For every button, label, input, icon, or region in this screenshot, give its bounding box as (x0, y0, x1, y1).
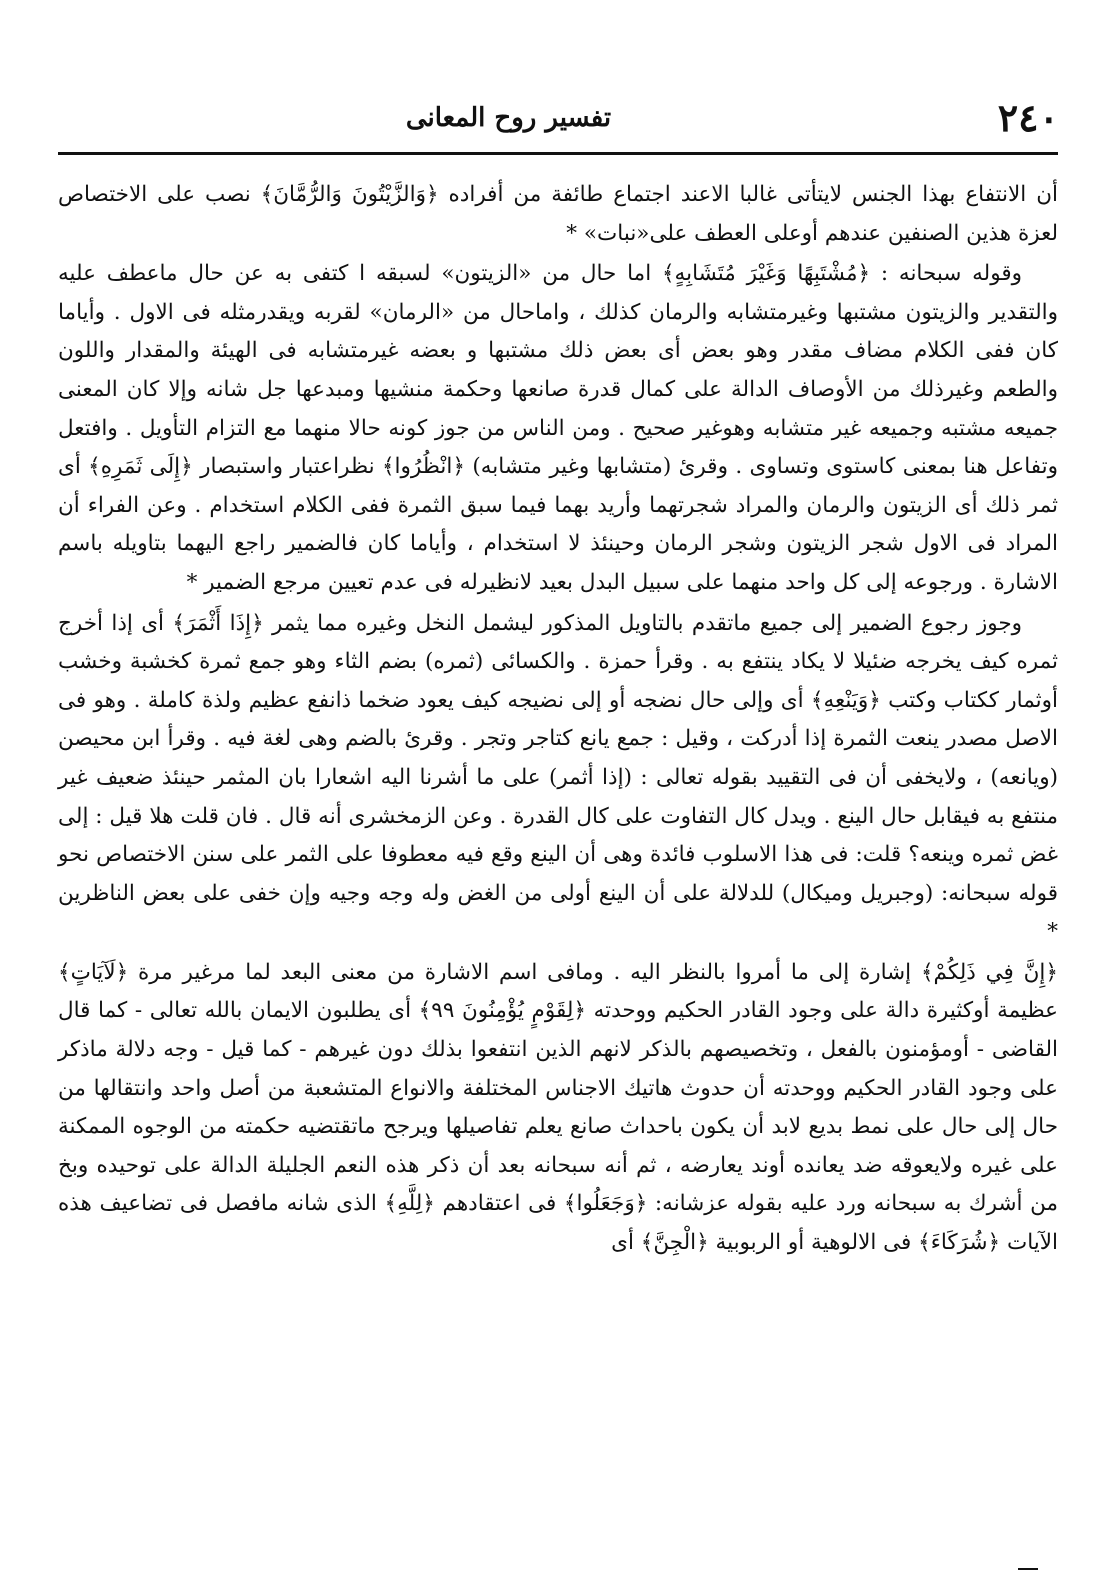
paragraph-4: ﴿إِنَّ فِي ذَلِكُمْ﴾ إشارة إلى ما أمروا بالنظر اليه . ومافى اسم الاشارة من معنى البعد لما مرغير مرة ﴿لَآيَاتٍ﴾ عظيمة أوكثيرة دالة على وجود القادر الحكيم ووحدته ﴿لِقَوْمٍ يُؤْمِنُونَ ٩٩﴾ أى يطلبون الايمان بالله تعالى - كما قال القاضى - أومؤمنون بالفعل ، وتخصيصهم بالذكر لانهم الذين انتفعوا بذلك دون غيرهم - كما قيل - وجه دلالة ماذكر على وجود القادر الحكيم ووحدته أن حدوث هاتيك الاجناس المختلفة والانواع المتشعبة من أصل واحد وانتقالها من حال إلى حال على نمط بديع لابد أن يكون باحداث صانع يعلم تفاصيلها ويرجح ماتقتضيه حكمته من الوجوه الممكنة على غيره ولايعوقه ضد يعانده أوند يعارضه ، ثم أنه سبحانه بعد أن ذكر هذه النعم الجليلة الدالة على توحيده وبخ من أشرك به سبحانه ورد عليه بقوله عزشانه: ﴿وَجَعَلُوا﴾ فى اعتقادهم ﴿لِلَّهِ﴾ الذى شانه مافصل فى تضاعيف هذه الآيات ﴿شُرَكَاءَ﴾ فى الالوهية أو الربوبية ﴿الْجِنَّ﴾ أى (58, 959, 1058, 1256)
page-end-mark (1018, 1568, 1038, 1570)
paragraph-2: وقوله سبحانه : ﴿مُشْتَبِهًا وَغَيْرَ مُتَشَابِهٍ﴾ اما حال من «الزيتون» لسبقه ا كتفى به عن حال ماعطف عليه والتقدير والزيتون مشتبها وغيرمتشابه والرمان كذلك ، واماحال من «الرمان» لقربه ويقدرمثله فى الاول . وأياما كان ففى الكلام مضاف مقدر وهو بعض أى بعض ذلك مشتبها و بعضه غيرمتشابه فى الهيئة والمقدار واللون والطعم وغيرذلك من الأوصاف الدالة على كمال قدرة صانعها وحكمة منشيها ومبدعها جل شانه وإلا كان المعنى جميعه مشتبه وجميعه غير متشابه وهوغير صحيح . ومن الناس من جوز كونه حالا منهما مع التزام التأويل . وافتعل وتفاعل هنا بمعنى كاستوى وتساوى . وقرئ (متشابها وغير متشابه) ﴿انْظُرُوا﴾ نظراعتبار واستبصار ﴿إِلَى ثَمَرِهِ﴾ أى ثمر ذلك أى الزيتون والرمان والمراد شجرتهما وأريد بهما فيما سبق الثمرة ففى الكلام استخدام . وعن الفراء أن المراد فى الاول شجر الزيتون وشجر الرمان وحينئذ لا استخدام ، وأياما كان فالضمير راجع اليهما بتاويله باسم الاشارة . ورجوعه إلى كل واحد منهما على سبيل البدل بعيد لانظيرله فى عدم تعيين مرجع الضمير * (58, 261, 1058, 595)
page-number: ٢٤٠ (997, 95, 1059, 140)
paragraph-1: أن الانتفاع بهذا الجنس لايتأتى غالبا الاعند اجتماع طائفة من أفراده ﴿وَالزَّيْتُونَ وَالرُّمَّانَ﴾ نصب على الاختصاص لعزة هذين الصنفين عندهم أوعلى العطف على«نبات» * (58, 182, 1058, 246)
running-title: تفسير روح المعانى (405, 103, 612, 133)
paragraph-3: وجوز رجوع الضمير إلى جميع ماتقدم بالتاويل المذكور ليشمل النخل وغيره مما يثمر ﴿إِذَا أَثْمَرَ﴾ أى إذا أخرج ثمره كيف يخرجه ضئيلا لا يكاد ينتفع به . وقرأ حمزة . والكسائى (ثمره) بضم الثاء وهو جمع ثمرة كخشبة وخشب أوثمار ككتاب وكتب ﴿وَيَنْعِهِ﴾ أى وإلى حال نضجه أو إلى نضيجه كيف يعود ضخما ذانفع عظيم ولذة كاملة . وهو فى الاصل مصدر ينعت الثمرة إذا أدركت ، وقيل : جمع يانع كتاجر وتجر . وقرئ بالضم وهى لغة فيه . وقرأ ابن محيصن (ويانعه) ، ولايخفى أن فى التقييد بقوله تعالى : (إذا أثمر) على ما أشرنا اليه اشعارا بان المثمر حينئذ ضعيف غير منتفع به فيقابل حال الينع . ويدل كال التفاوت على كال القدرة . وعن الزمخشرى أنه قال . فان قلت هلا قيل : إلى غض ثمره وينعه؟ قلت: فى هذا الاسلوب فائدة وهى أن الينع وقع فيه معطوفا على الثمر على سنن الاختصاص نحو قوله سبحانه: (وجبريل وميكال) للدلالة على أن الينع أولى من الغض وله وجه وجيه وإن خفى على بعض الناظرين * (58, 610, 1058, 945)
page-header (58, 95, 1059, 155)
header-rule (58, 152, 1058, 155)
page-body (58, 176, 1058, 1265)
